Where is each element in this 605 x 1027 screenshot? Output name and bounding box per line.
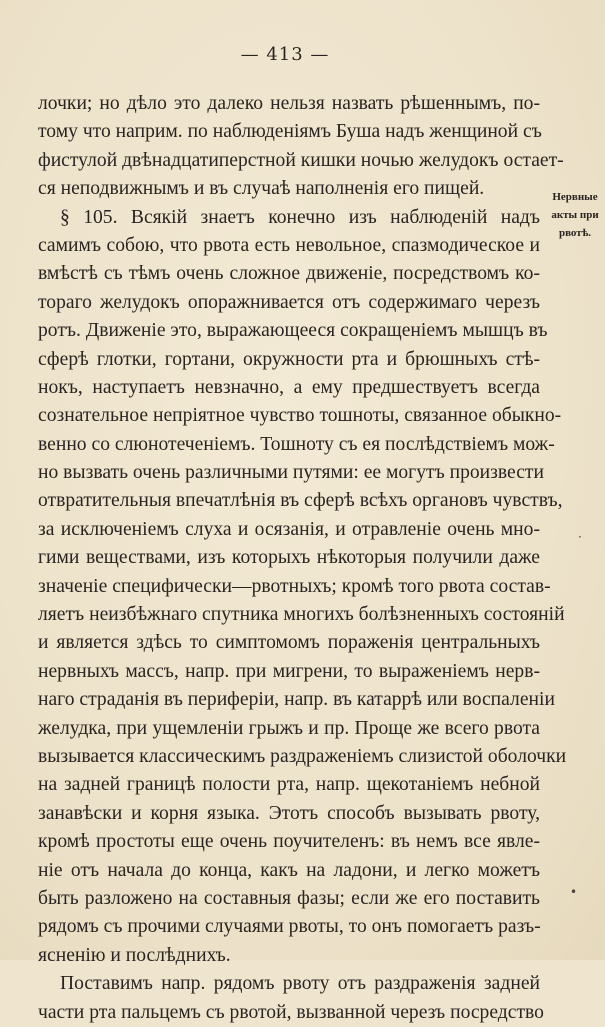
text-line: тому что наприм. по наблюденiямъ Буша надъ женщиной съ bbox=[38, 121, 542, 143]
text-line: фистулой двѣнадцатиперстной кишки ночью желудокъ остает- bbox=[38, 149, 564, 171]
text-line: венно со слюнотеченiемъ. Тошноту съ ея послѣдствiемъ мож- bbox=[38, 433, 555, 455]
margin-note-line: Нервные bbox=[552, 191, 598, 203]
text-line: значенiе специфически—рвотныхъ; кромѣ того рвота состав- bbox=[38, 575, 551, 597]
text-line: гими веществами, изъ которыхъ нѣкоторыя получили даже bbox=[38, 547, 540, 569]
text-line: на задней границѣ полости рта, напр. щекотанiемъ небной bbox=[38, 774, 540, 796]
text-line: отвратительныя впечатлѣнiя въ сферѣ всѣхъ органовъ чувствъ, bbox=[38, 490, 563, 512]
text-line: нокъ, наступаетъ невзначно, а ему предшествуетъ всегда bbox=[38, 376, 540, 398]
page-number: — 413 — bbox=[240, 44, 330, 65]
text-line: ляетъ неизбѣжнаго спутника многихъ болѣзненныхъ состоянiй bbox=[38, 604, 565, 626]
body-text bbox=[38, 90, 567, 1027]
margin-dot-mark: • bbox=[570, 885, 578, 899]
text-line: ся неподвижнымъ и въ случаѣ наполненiя его пищей. bbox=[38, 178, 485, 200]
text-line: вызывается классическимъ раздраженiемъ слизистой оболочки bbox=[38, 745, 567, 767]
text-line: сознательное непрiятное чувство тошноты, связанное обыкно- bbox=[38, 405, 562, 427]
text-line: тораго желудокъ опоражнивается отъ содержимаго черезъ bbox=[38, 291, 540, 313]
text-line: кромѣ простоты еще очень поучителенъ: въ немъ все явле- bbox=[38, 831, 540, 853]
text-line: наго страданiя въ периферiи, напр. въ катаррѣ или воспаленiи bbox=[38, 689, 555, 711]
text-line: ротъ. Движенiе это, выражающееся сокращенiемъ мышцъ въ bbox=[38, 320, 548, 342]
text-line: но вызвать очень различными путями: ее могутъ произвести bbox=[38, 462, 544, 484]
text-line: рядомъ съ прочими случаями рвоты, то онъ помогаетъ разъ- bbox=[38, 916, 541, 938]
paragraph-2 bbox=[38, 204, 567, 971]
text-line: занавѣски и корня языка. Этотъ способъ вызывать рвоту, bbox=[38, 802, 540, 824]
section-heading-line: § 105. Всякiй знаетъ конечно изъ наблюденiй надъ bbox=[60, 206, 540, 228]
text-line: сферѣ глотки, гортани, окружности рта и брюшныхъ стѣ- bbox=[38, 348, 540, 370]
margin-dot-mark: · bbox=[578, 530, 582, 544]
text-line: Поставимъ напр. рядомъ рвоту отъ раздраженiя задней bbox=[60, 973, 540, 995]
text-line: нервныхъ массъ, напр. при мигрени, то выраженiемъ нерв- bbox=[38, 660, 540, 682]
paragraph-1 bbox=[38, 90, 564, 204]
margin-note-line: акты при bbox=[551, 209, 599, 221]
text-line: самимъ собою, что рвота есть невольное, спазмодическое и bbox=[38, 234, 540, 256]
text-line: нiе отъ начала до конца, какъ на ладони, и легко можетъ bbox=[38, 859, 540, 881]
text-line: и является здѣсь то симптомомъ пораженiя центральныхъ bbox=[38, 632, 540, 654]
paragraph-3 bbox=[38, 970, 544, 1027]
text-line: вмѣстѣ съ тѣмъ очень сложное движенiе, посредствомъ ко- bbox=[38, 263, 540, 285]
text-line: за исключенiемъ слуха и осязанiя, и отравленiе очень мно- bbox=[38, 518, 540, 540]
text-line: лочки; но дѣло это далеко нельзя назвать рѣшеннымъ, по- bbox=[38, 93, 540, 114]
text-line: желудка, при ущемленiи грыжъ и пр. Проще же всего рвота bbox=[38, 717, 540, 739]
text-line: быть разложено на составныя фазы; если же его поставить bbox=[38, 887, 540, 909]
margin-note bbox=[548, 188, 602, 242]
text-line: части рта пальцемъ съ рвотой, вызванной черезъ посредство bbox=[38, 1001, 544, 1023]
margin-note-line: рвотѣ. bbox=[558, 227, 592, 239]
text-line: ясненiю и послѣднихъ. bbox=[38, 944, 231, 966]
